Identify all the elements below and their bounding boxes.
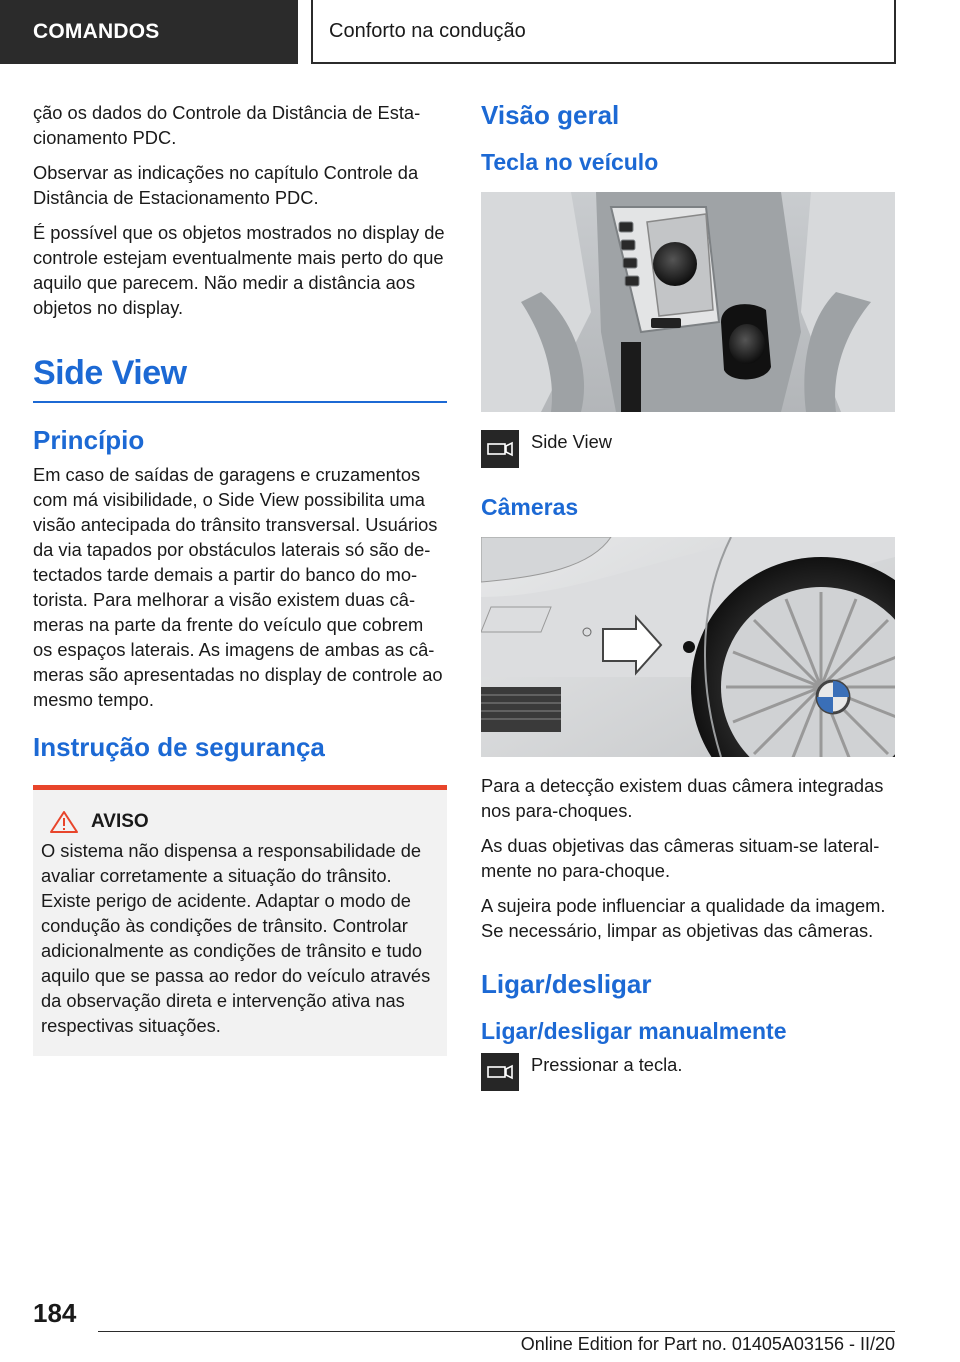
intro-paragraph-2: Observar as indicações no capítulo Controle da Distância de Estacionamento PDC. bbox=[33, 162, 419, 208]
right-column bbox=[481, 100, 895, 1091]
principle-heading: Princípio bbox=[33, 425, 145, 455]
manual-side-view-button-icon[interactable] bbox=[481, 1053, 519, 1091]
warning-text: O sistema não dispensa a responsabilidade de avaliar corretamente a situação do trânsito. Existe perigo de acidente. Adaptar o modo de condução às condições de trânsito. Controlar adicionalmente as condições de trânsito e tudo aquilo que se passa ao redor do veículo através da observação direta e intervenção ativa nas respectivas situações. bbox=[41, 840, 431, 1036]
page-number: 184 bbox=[33, 1298, 77, 1328]
edition-note: Online Edition for Part no. 01405A03156 - II/20 bbox=[520, 1334, 895, 1354]
overview-heading: Visão geral bbox=[481, 100, 620, 130]
camera-icon bbox=[485, 440, 515, 458]
left-column bbox=[33, 100, 447, 1056]
warning-box bbox=[33, 785, 447, 1056]
key-heading: Tecla no veículo bbox=[481, 149, 659, 175]
manual-key-row bbox=[481, 1053, 895, 1091]
center-console-image bbox=[481, 192, 895, 412]
intro-paragraph-3: É possível que os objetos mostrados no display de controle estejam eventualmente mais perto do que aquilo que parecem. Não medir a distância aos objetos no display. bbox=[33, 222, 445, 318]
warning-label: AVISO bbox=[91, 811, 149, 832]
cameras-paragraph-1: Para a detecção existem duas câmera integradas nos para-choques. bbox=[481, 775, 884, 821]
manual-instruction: Pressionar a tecla. bbox=[531, 1054, 683, 1075]
intro-paragraph-1: ção os dados do Controle da Distância de Estacionamento PDC. bbox=[33, 102, 421, 148]
bumper-camera-illustration bbox=[481, 537, 895, 757]
camera-icon bbox=[485, 1063, 515, 1081]
warning-header bbox=[41, 810, 437, 834]
bumper-camera-image bbox=[481, 537, 895, 757]
warning-triangle-icon bbox=[49, 810, 79, 834]
side-view-key-label: Side View bbox=[531, 431, 612, 452]
cameras-paragraph-3: A sujeira pode influenciar a qualidade da imagem. Se necessário, limpar as objetivas das câmeras. bbox=[481, 895, 886, 941]
manual-heading: Ligar/desligar manualmente bbox=[481, 1018, 787, 1044]
cameras-heading: Câmeras bbox=[481, 494, 579, 520]
side-view-button-icon[interactable] bbox=[481, 430, 519, 468]
principle-paragraph: Em caso de saídas de garagens e cruzamentos com má visibilidade, o Side View possibilita uma visão antecipada do trânsito transversal. Usuários da via tapados por obstáculos laterais só são detectados tarde demais a partir do banco do motorista. Para melhorar a visão existem duas câmeras na parte da frente do veículo que cobrem os espaços laterais. As imagens de ambas as câmeras são apresentadas no display de controle ao mesmo tempo. bbox=[33, 464, 443, 710]
cameras-paragraph-2: As duas objetivas das câmeras situam-se lateralmente no para-choque. bbox=[481, 835, 880, 881]
footer-divider bbox=[98, 1331, 895, 1332]
chapter-title: Conforto na condução bbox=[311, 0, 896, 64]
onoff-heading: Ligar/desligar bbox=[481, 969, 652, 999]
section-title: Side View bbox=[33, 354, 187, 392]
side-view-key-row bbox=[481, 430, 895, 468]
center-console-illustration bbox=[481, 192, 895, 412]
section-title-block bbox=[33, 354, 447, 403]
safety-heading: Instrução de segurança bbox=[33, 732, 325, 762]
section-tab: COMANDOS bbox=[0, 0, 298, 64]
